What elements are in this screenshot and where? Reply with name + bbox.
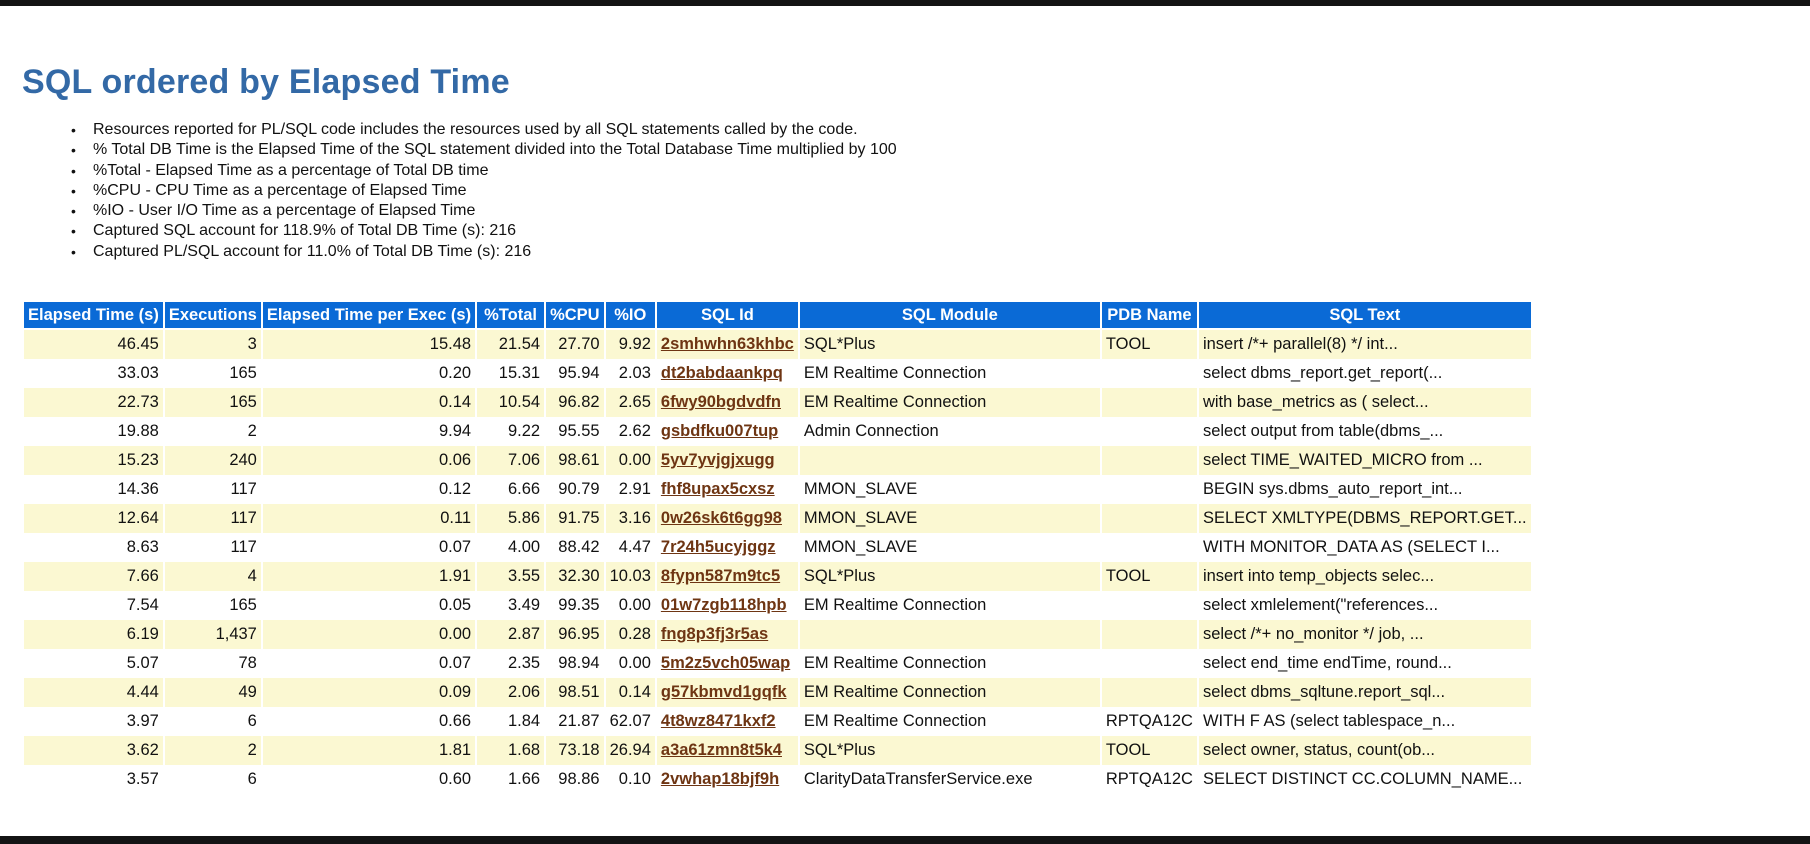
pdb-name-cell: TOOL (1102, 562, 1197, 591)
table-row (24, 388, 1531, 417)
pct-total-cell: 2.87 (477, 620, 544, 649)
elapsed-time-cell: 3.97 (24, 707, 163, 736)
executions-cell: 240 (165, 446, 261, 475)
pct-total-cell: 6.66 (477, 475, 544, 504)
sql-text-cell: insert /*+ parallel(8) */ int... (1199, 330, 1531, 359)
sql-text-cell: insert into temp_objects selec... (1199, 562, 1531, 591)
sql-text-cell: select dbms_report.get_report(... (1199, 359, 1531, 388)
sql-id-link[interactable]: 8fypn587m9tc5 (660, 567, 781, 585)
executions-cell: 1,437 (165, 620, 261, 649)
pct-io-cell: 0.14 (606, 678, 655, 707)
notes-list (22, 120, 1792, 262)
sql-text-cell: WITH F AS (select tablespace_n... (1199, 707, 1531, 736)
pct-io-cell: 9.92 (606, 330, 655, 359)
column-header: Executions (165, 302, 261, 330)
sql-module-cell: SQL*Plus (800, 562, 1100, 591)
sql-text-cell: BEGIN sys.dbms_auto_report_int... (1199, 475, 1531, 504)
sql-id-cell (657, 591, 798, 620)
pct-total-cell: 10.54 (477, 388, 544, 417)
executions-cell: 165 (165, 388, 261, 417)
pct-cpu-cell: 98.51 (546, 678, 604, 707)
sql-module-cell: EM Realtime Connection (800, 591, 1100, 620)
pct-total-cell: 1.66 (477, 765, 544, 794)
pct-io-cell: 0.28 (606, 620, 655, 649)
table-row (24, 417, 1531, 446)
pdb-name-cell: RPTQA12C (1102, 707, 1197, 736)
pct-total-cell: 4.00 (477, 533, 544, 562)
sql-id-link[interactable]: 5yv7yvjgjxugg (660, 451, 775, 469)
executions-cell: 78 (165, 649, 261, 678)
pdb-name-cell (1102, 591, 1197, 620)
elapsed-time-cell: 3.57 (24, 765, 163, 794)
pdb-name-cell (1102, 417, 1197, 446)
pct-io-cell: 0.00 (606, 446, 655, 475)
pct-cpu-cell: 88.42 (546, 533, 604, 562)
sql-text-cell: select end_time endTime, round... (1199, 649, 1531, 678)
sql-elapsed-table (22, 302, 1533, 794)
sql-id-cell (657, 417, 798, 446)
pct-io-cell: 2.65 (606, 388, 655, 417)
pct-total-cell: 21.54 (477, 330, 544, 359)
note-item: • Captured SQL account for 118.9% of Total DB Time (s): 216 (93, 221, 1792, 241)
sql-id-link[interactable]: 0w26sk6t6gg98 (660, 509, 782, 527)
pct-total-cell: 2.06 (477, 678, 544, 707)
table-row (24, 446, 1531, 475)
elapsed-time-cell: 7.54 (24, 591, 163, 620)
sql-text-cell: select xmlelement("references... (1199, 591, 1531, 620)
pct-cpu-cell: 32.30 (546, 562, 604, 591)
pdb-name-cell: RPTQA12C (1102, 765, 1197, 794)
elapsed-time-cell: 5.07 (24, 649, 163, 678)
table-row (24, 620, 1531, 649)
table-row (24, 765, 1531, 794)
table-row (24, 649, 1531, 678)
sql-module-cell: Admin Connection (800, 417, 1100, 446)
sql-text-cell: select owner, status, count(ob... (1199, 736, 1531, 765)
table-row (24, 707, 1531, 736)
elapsed-per-exec-cell: 0.05 (263, 591, 475, 620)
elapsed-per-exec-cell: 0.07 (263, 649, 475, 678)
sql-module-cell: SQL*Plus (800, 330, 1100, 359)
pct-cpu-cell: 98.86 (546, 765, 604, 794)
elapsed-per-exec-cell: 0.12 (263, 475, 475, 504)
pdb-name-cell (1102, 533, 1197, 562)
elapsed-time-cell: 22.73 (24, 388, 163, 417)
sql-id-cell (657, 388, 798, 417)
pct-total-cell: 7.06 (477, 446, 544, 475)
sql-id-cell (657, 707, 798, 736)
sql-text-cell: select dbms_sqltune.report_sql... (1199, 678, 1531, 707)
note-item: • %Total - Elapsed Time as a percentage of Total DB time (93, 161, 1792, 181)
executions-cell: 6 (165, 707, 261, 736)
sql-id-link[interactable]: 7r24h5ucyjggz (660, 538, 776, 556)
elapsed-time-cell: 15.23 (24, 446, 163, 475)
sql-id-cell (657, 533, 798, 562)
sql-module-cell: EM Realtime Connection (800, 388, 1100, 417)
sql-id-link[interactable]: g57kbmvd1gqfk (660, 683, 787, 701)
sql-id-link[interactable]: 2vwhap18bjf9h (660, 770, 780, 788)
executions-cell: 4 (165, 562, 261, 591)
executions-cell: 3 (165, 330, 261, 359)
sql-id-link[interactable]: 2smhwhn63khbc (660, 335, 794, 353)
executions-cell: 49 (165, 678, 261, 707)
pct-cpu-cell: 21.87 (546, 707, 604, 736)
sql-module-cell: EM Realtime Connection (800, 359, 1100, 388)
sql-id-link[interactable]: 6fwy90bgdvdfn (660, 393, 781, 411)
sql-id-cell (657, 736, 798, 765)
column-header: %CPU (546, 302, 604, 330)
sql-id-link[interactable]: a3a61zmn8t5k4 (660, 741, 782, 759)
pct-io-cell: 2.62 (606, 417, 655, 446)
elapsed-per-exec-cell: 0.60 (263, 765, 475, 794)
pct-cpu-cell: 95.94 (546, 359, 604, 388)
pct-total-cell: 1.84 (477, 707, 544, 736)
elapsed-time-cell: 33.03 (24, 359, 163, 388)
pct-total-cell: 15.31 (477, 359, 544, 388)
table-row (24, 359, 1531, 388)
executions-cell: 117 (165, 533, 261, 562)
pct-cpu-cell: 99.35 (546, 591, 604, 620)
column-header: %Total (477, 302, 544, 330)
column-header: SQL Id (657, 302, 798, 330)
pct-io-cell: 10.03 (606, 562, 655, 591)
pct-io-cell: 2.91 (606, 475, 655, 504)
pct-cpu-cell: 98.94 (546, 649, 604, 678)
executions-cell: 165 (165, 591, 261, 620)
table-row (24, 330, 1531, 359)
pdb-name-cell (1102, 359, 1197, 388)
executions-cell: 2 (165, 736, 261, 765)
sql-text-cell: select /*+ no_monitor */ job, ... (1199, 620, 1531, 649)
sql-id-cell (657, 504, 798, 533)
sql-text-cell: WITH MONITOR_DATA AS (SELECT I... (1199, 533, 1531, 562)
sql-module-cell: MMON_SLAVE (800, 504, 1100, 533)
pct-total-cell: 3.55 (477, 562, 544, 591)
pdb-name-cell (1102, 678, 1197, 707)
elapsed-time-cell: 3.62 (24, 736, 163, 765)
sql-text-cell: SELECT DISTINCT CC.COLUMN_NAME... (1199, 765, 1531, 794)
pct-cpu-cell: 73.18 (546, 736, 604, 765)
sql-module-cell: ClarityDataTransferService.exe (800, 765, 1100, 794)
pct-io-cell: 4.47 (606, 533, 655, 562)
sql-module-cell: EM Realtime Connection (800, 707, 1100, 736)
table-row (24, 533, 1531, 562)
elapsed-per-exec-cell: 1.91 (263, 562, 475, 591)
pdb-name-cell (1102, 620, 1197, 649)
note-item: • %IO - User I/O Time as a percentage of Elapsed Time (93, 201, 1792, 221)
sql-text-cell: SELECT XMLTYPE(DBMS_REPORT.GET... (1199, 504, 1531, 533)
executions-cell: 6 (165, 765, 261, 794)
elapsed-per-exec-cell: 0.14 (263, 388, 475, 417)
pct-cpu-cell: 96.82 (546, 388, 604, 417)
top-border-bar (0, 0, 1810, 6)
pct-cpu-cell: 95.55 (546, 417, 604, 446)
elapsed-per-exec-cell: 0.06 (263, 446, 475, 475)
elapsed-time-cell: 12.64 (24, 504, 163, 533)
table-row (24, 591, 1531, 620)
sql-module-cell (800, 446, 1100, 475)
sql-id-link[interactable]: 4t8wz8471kxf2 (660, 712, 776, 730)
elapsed-per-exec-cell: 0.00 (263, 620, 475, 649)
pdb-name-cell (1102, 446, 1197, 475)
column-header: Elapsed Time (s) (24, 302, 163, 330)
pct-cpu-cell: 90.79 (546, 475, 604, 504)
bottom-border-bar (0, 836, 1810, 844)
table-row (24, 736, 1531, 765)
table-row (24, 504, 1531, 533)
note-item: • % Total DB Time is the Elapsed Time of the SQL statement divided into the Total Database Time multiplied by 100 (93, 140, 1792, 160)
sql-module-cell: EM Realtime Connection (800, 678, 1100, 707)
note-item: • %CPU - CPU Time as a percentage of Elapsed Time (93, 181, 1792, 201)
sql-id-cell (657, 649, 798, 678)
table-row (24, 562, 1531, 591)
elapsed-time-cell: 7.66 (24, 562, 163, 591)
elapsed-per-exec-cell: 0.66 (263, 707, 475, 736)
elapsed-per-exec-cell: 1.81 (263, 736, 475, 765)
sql-module-cell: MMON_SLAVE (800, 475, 1100, 504)
table-row (24, 678, 1531, 707)
sql-id-link[interactable]: 5m2z5vch05wap (660, 654, 791, 672)
sql-id-cell (657, 446, 798, 475)
executions-cell: 2 (165, 417, 261, 446)
sql-id-cell (657, 562, 798, 591)
executions-cell: 117 (165, 504, 261, 533)
sql-id-link[interactable]: fhf8upax5cxsz (660, 480, 775, 498)
pct-total-cell: 9.22 (477, 417, 544, 446)
column-header: SQL Text (1199, 302, 1531, 330)
sql-module-cell: SQL*Plus (800, 736, 1100, 765)
pct-cpu-cell: 96.95 (546, 620, 604, 649)
elapsed-per-exec-cell: 0.07 (263, 533, 475, 562)
report-section (22, 60, 1792, 788)
pct-io-cell: 3.16 (606, 504, 655, 533)
pdb-name-cell (1102, 475, 1197, 504)
elapsed-per-exec-cell: 9.94 (263, 417, 475, 446)
sql-id-cell (657, 678, 798, 707)
sql-module-cell: EM Realtime Connection (800, 649, 1100, 678)
elapsed-time-cell: 4.44 (24, 678, 163, 707)
elapsed-time-cell: 6.19 (24, 620, 163, 649)
note-item: • Captured PL/SQL account for 11.0% of Total DB Time (s): 216 (93, 242, 1792, 262)
pct-io-cell: 2.03 (606, 359, 655, 388)
executions-cell: 117 (165, 475, 261, 504)
sql-module-cell: MMON_SLAVE (800, 533, 1100, 562)
column-header: SQL Module (800, 302, 1100, 330)
sql-id-cell (657, 330, 798, 359)
elapsed-per-exec-cell: 0.09 (263, 678, 475, 707)
elapsed-time-cell: 14.36 (24, 475, 163, 504)
pdb-name-cell: TOOL (1102, 736, 1197, 765)
sql-id-cell (657, 620, 798, 649)
column-header: PDB Name (1102, 302, 1197, 330)
pct-total-cell: 1.68 (477, 736, 544, 765)
pct-io-cell: 0.00 (606, 591, 655, 620)
table-row (24, 475, 1531, 504)
sql-id-cell (657, 765, 798, 794)
executions-cell: 165 (165, 359, 261, 388)
sql-id-link[interactable]: dt2babdaankpq (660, 364, 783, 382)
pct-io-cell: 26.94 (606, 736, 655, 765)
pct-io-cell: 0.00 (606, 649, 655, 678)
pct-io-cell: 62.07 (606, 707, 655, 736)
elapsed-time-cell: 19.88 (24, 417, 163, 446)
column-header: Elapsed Time per Exec (s) (263, 302, 475, 330)
pct-cpu-cell: 98.61 (546, 446, 604, 475)
table-header-row (24, 302, 1531, 330)
column-header: %IO (606, 302, 655, 330)
pct-total-cell: 5.86 (477, 504, 544, 533)
pct-io-cell: 0.10 (606, 765, 655, 794)
pct-total-cell: 2.35 (477, 649, 544, 678)
sql-id-cell (657, 359, 798, 388)
sql-text-cell: with base_metrics as ( select... (1199, 388, 1531, 417)
sql-id-link[interactable]: 01w7zgb118hpb (660, 596, 787, 614)
pdb-name-cell (1102, 388, 1197, 417)
elapsed-per-exec-cell: 0.20 (263, 359, 475, 388)
sql-text-cell: select output from table(dbms_... (1199, 417, 1531, 446)
page-title: SQL ordered by Elapsed Time (22, 63, 510, 101)
elapsed-per-exec-cell: 0.11 (263, 504, 475, 533)
note-item: • Resources reported for PL/SQL code includes the resources used by all SQL statements called by the code. (93, 120, 1792, 140)
pdb-name-cell (1102, 649, 1197, 678)
pct-cpu-cell: 27.70 (546, 330, 604, 359)
elapsed-time-cell: 46.45 (24, 330, 163, 359)
pct-cpu-cell: 91.75 (546, 504, 604, 533)
sql-id-cell (657, 475, 798, 504)
sql-module-cell (800, 620, 1100, 649)
sql-id-link[interactable]: gsbdfku007tup (660, 422, 779, 440)
elapsed-per-exec-cell: 15.48 (263, 330, 475, 359)
pdb-name-cell: TOOL (1102, 330, 1197, 359)
pdb-name-cell (1102, 504, 1197, 533)
sql-id-link[interactable]: fng8p3fj3r5as (660, 625, 769, 643)
elapsed-time-cell: 8.63 (24, 533, 163, 562)
pct-total-cell: 3.49 (477, 591, 544, 620)
sql-text-cell: select TIME_WAITED_MICRO from ... (1199, 446, 1531, 475)
